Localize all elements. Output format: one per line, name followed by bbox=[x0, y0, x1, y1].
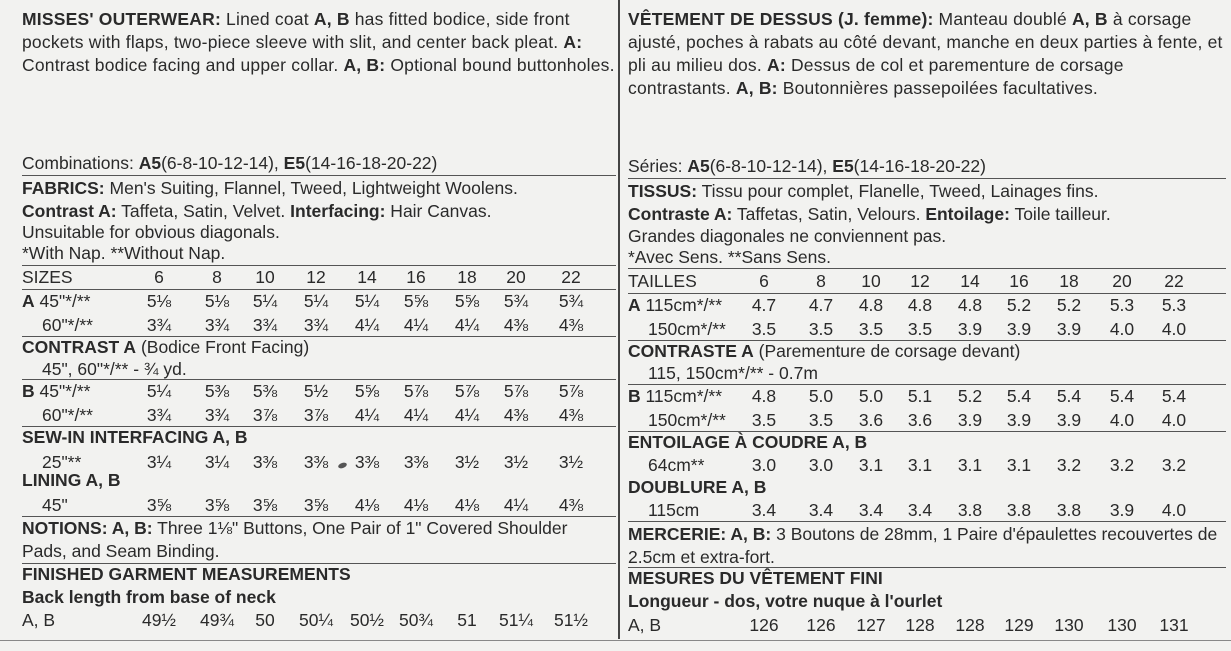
table-cell: 8 bbox=[816, 271, 826, 291]
table-cell: 3¼ bbox=[204, 452, 230, 472]
table-cell: 4.7 bbox=[808, 295, 834, 315]
table-cell: 3.2 bbox=[1056, 455, 1082, 475]
table-cell: 5.3 bbox=[1161, 295, 1187, 315]
table-cell: 3.4 bbox=[808, 500, 834, 520]
table-cell: 5.4 bbox=[1006, 386, 1032, 406]
table-cell: 5¾ bbox=[503, 291, 529, 311]
table-cell: 49¾ bbox=[199, 610, 235, 630]
table-cell: 6 bbox=[759, 271, 769, 291]
table-cell: 3.1 bbox=[858, 455, 884, 475]
table-cell: 4.8 bbox=[957, 295, 983, 315]
english-column bbox=[22, 0, 616, 651]
table-cell: 3¾ bbox=[252, 315, 278, 335]
table-cell: 3.4 bbox=[858, 500, 884, 520]
table-cell: 4⅜ bbox=[503, 315, 529, 335]
table-cell: 128 bbox=[955, 615, 985, 635]
rule bbox=[628, 178, 1226, 179]
table-cell: 5⅞ bbox=[403, 381, 429, 401]
fabrics: TISSUS: Tissu pour complet, Flanelle, Tweed, Lainages fins. bbox=[628, 181, 1099, 201]
table-cell: 3.1 bbox=[907, 455, 933, 475]
table-cell: 4⅛ bbox=[354, 495, 380, 515]
back-length-heading: Back length from base of neck bbox=[22, 587, 276, 607]
table-cell: 4¼ bbox=[454, 315, 480, 335]
row-label: A 115cm*/** bbox=[628, 295, 723, 315]
table-cell: 5¼ bbox=[146, 381, 172, 401]
table-cell: 8 bbox=[212, 267, 222, 287]
table-cell: 20 bbox=[1112, 271, 1132, 291]
b-45-row bbox=[22, 379, 616, 403]
unsuitable-note: Unsuitable for obvious diagonals. bbox=[22, 222, 280, 242]
table-cell: 3.5 bbox=[751, 319, 777, 339]
mesures-heading: MESURES DU VÊTEMENT FINI bbox=[628, 568, 883, 588]
table-cell: 4⅛ bbox=[403, 495, 429, 515]
table-cell: 4.0 bbox=[1161, 319, 1187, 339]
table-cell: 5⅝ bbox=[403, 291, 429, 311]
table-cell: 14 bbox=[357, 267, 377, 287]
table-cell: 3¾ bbox=[204, 405, 230, 425]
table-cell: 5.2 bbox=[1056, 295, 1082, 315]
back-length-row bbox=[22, 608, 616, 632]
table-cell: 4.0 bbox=[1161, 500, 1187, 520]
table-cell: 4⅜ bbox=[558, 315, 584, 335]
table-cell: 3¾ bbox=[303, 315, 329, 335]
b-150-row bbox=[628, 408, 1226, 432]
table-cell: 131 bbox=[1159, 615, 1189, 635]
table-cell: 5⅝ bbox=[454, 291, 480, 311]
table-cell: 3¾ bbox=[146, 315, 172, 335]
contraste-a-metrage: 115, 150cm*/** - 0.7m bbox=[648, 363, 818, 383]
table-cell: 4.0 bbox=[1109, 410, 1135, 430]
table-cell: 5.4 bbox=[1161, 386, 1187, 406]
table-cell: 3½ bbox=[454, 452, 480, 472]
table-cell: 10 bbox=[861, 271, 881, 291]
table-cell: 3.6 bbox=[858, 410, 884, 430]
table-cell: 5⅞ bbox=[558, 381, 584, 401]
table-cell: 3.0 bbox=[808, 455, 834, 475]
table-cell: 130 bbox=[1107, 615, 1137, 635]
description: VÊTEMENT DE DESSUS (J. femme): Manteau doublé A, B à corsage ajusté, poches à rabats au côté devant, manche en deux parties à fente, et pli au milieu dos. A: Dessus de col et parementure de corsage contrastants. A, B: Boutonnières passepoilées facultatives. bbox=[628, 9, 1223, 98]
table-cell: 130 bbox=[1054, 615, 1084, 635]
table-cell: 3.5 bbox=[751, 410, 777, 430]
table-cell: 5⅜ bbox=[252, 381, 278, 401]
table-cell: 3¾ bbox=[204, 315, 230, 335]
table-cell: 3⅜ bbox=[403, 452, 429, 472]
table-cell: 5.4 bbox=[1109, 386, 1135, 406]
combinations: Séries: A5(6-8-10-12-14), E5(14-16-18-20-22) bbox=[628, 156, 986, 176]
french-column bbox=[628, 0, 1226, 651]
table-cell: 4¼ bbox=[354, 405, 380, 425]
table-cell: 5.4 bbox=[1056, 386, 1082, 406]
table-cell: 3.9 bbox=[1056, 319, 1082, 339]
table-cell: 3.8 bbox=[1006, 500, 1032, 520]
table-cell: 4⅜ bbox=[558, 495, 584, 515]
row-label: 64cm** bbox=[648, 455, 705, 475]
table-cell: 5⅞ bbox=[454, 381, 480, 401]
table-cell: 4⅜ bbox=[558, 405, 584, 425]
contraste-a: CONTRASTE A (Parementure de corsage devant) bbox=[628, 341, 1021, 361]
table-cell: 50 bbox=[255, 610, 275, 630]
table-cell: 12 bbox=[910, 271, 930, 291]
table-cell: 126 bbox=[806, 615, 836, 635]
table-cell: 127 bbox=[856, 615, 886, 635]
table-cell: 3.1 bbox=[1006, 455, 1032, 475]
entoilage-heading: ENTOILAGE À COUDRE A, B bbox=[628, 432, 868, 452]
table-cell: 4¼ bbox=[354, 315, 380, 335]
table-cell: 50¼ bbox=[298, 610, 334, 630]
b-60-row bbox=[22, 403, 616, 427]
table-cell: 3⅞ bbox=[252, 405, 278, 425]
table-cell: 4.8 bbox=[751, 386, 777, 406]
doublure-115-row bbox=[628, 498, 1226, 522]
table-cell: 51½ bbox=[553, 610, 589, 630]
table-cell: 50¾ bbox=[398, 610, 434, 630]
table-cell: 5.2 bbox=[1006, 295, 1032, 315]
longueur-row bbox=[628, 613, 1226, 637]
table-cell: 12 bbox=[306, 267, 326, 287]
table-cell: 4.8 bbox=[858, 295, 884, 315]
table-cell: 5⅞ bbox=[503, 381, 529, 401]
table-cell: 3.1 bbox=[957, 455, 983, 475]
description: MISSES' OUTERWEAR: Lined coat A, B has fitted bodice, side front pockets with flaps, two-piece sleeve with slit, and center back pleat. A: Contrast bodice facing and upper collar. A, B: Optional bound buttonholes. bbox=[22, 9, 615, 75]
table-cell: 3.8 bbox=[957, 500, 983, 520]
table-cell: 50½ bbox=[349, 610, 385, 630]
table-cell: 14 bbox=[960, 271, 980, 291]
table-cell: 51 bbox=[457, 610, 477, 630]
table-cell: 3¼ bbox=[146, 452, 172, 472]
nap-note: *Avec Sens. **Sans Sens. bbox=[628, 247, 831, 267]
table-cell: 3½ bbox=[503, 452, 529, 472]
table-cell: 3.9 bbox=[957, 410, 983, 430]
b-115-row bbox=[628, 384, 1226, 408]
nap-note: *With Nap. **Without Nap. bbox=[22, 243, 226, 263]
table-cell: 6 bbox=[154, 267, 164, 287]
table-cell: 5.3 bbox=[1109, 295, 1135, 315]
row-label: A, B bbox=[628, 615, 662, 635]
table-cell: 18 bbox=[457, 267, 477, 287]
table-cell: 5¼ bbox=[252, 291, 278, 311]
contrast-interfacing: Contraste A: Taffetas, Satin, Velours. Entoilage: Toile tailleur. bbox=[628, 204, 1111, 224]
table-cell: 3⅝ bbox=[204, 495, 230, 515]
table-cell: 22 bbox=[561, 267, 581, 287]
doublure-heading: DOUBLURE A, B bbox=[628, 477, 767, 497]
table-cell: 3.5 bbox=[907, 319, 933, 339]
rule bbox=[22, 175, 616, 176]
table-cell: 3.9 bbox=[1109, 500, 1135, 520]
table-cell: 10 bbox=[255, 267, 275, 287]
sizes-row bbox=[628, 269, 1226, 293]
table-cell: 5¼ bbox=[354, 291, 380, 311]
table-cell: 4⅜ bbox=[503, 405, 529, 425]
table-cell: 4¼ bbox=[403, 315, 429, 335]
table-cell: 3.0 bbox=[751, 455, 777, 475]
table-cell: 3¾ bbox=[146, 405, 172, 425]
table-cell: 3⅜ bbox=[303, 452, 329, 472]
table-cell: 5½ bbox=[303, 381, 329, 401]
a-45-row bbox=[22, 289, 616, 313]
table-cell: 4¼ bbox=[503, 495, 529, 515]
table-cell: 5⅛ bbox=[204, 291, 230, 311]
finished-measurements-heading: FINISHED GARMENT MEASUREMENTS bbox=[22, 564, 351, 584]
row-label: A 45"*/** bbox=[22, 291, 91, 311]
table-cell: 51¼ bbox=[498, 610, 534, 630]
sizes-label: SIZES bbox=[22, 267, 73, 287]
table-cell: 5.1 bbox=[907, 386, 933, 406]
table-cell: 3.8 bbox=[1056, 500, 1082, 520]
table-cell: 5⅜ bbox=[204, 381, 230, 401]
table-cell: 3⅞ bbox=[303, 405, 329, 425]
table-cell: 16 bbox=[406, 267, 426, 287]
row-label: B 45"*/** bbox=[22, 381, 91, 401]
entoilage-64-row bbox=[628, 453, 1226, 477]
fabrics: FABRICS: Men's Suiting, Flannel, Tweed, Lightweight Woolens. bbox=[22, 178, 518, 198]
lining-45-row bbox=[22, 493, 616, 517]
table-cell: 3.5 bbox=[808, 319, 834, 339]
row-label: 45" bbox=[42, 495, 68, 515]
row-label: 60"*/** bbox=[42, 315, 93, 335]
table-cell: 3.9 bbox=[957, 319, 983, 339]
a-150-row bbox=[628, 317, 1226, 341]
table-cell: 3½ bbox=[558, 452, 584, 472]
table-cell: 49½ bbox=[141, 610, 177, 630]
longueur-heading: Longueur - dos, votre nuque à l'ourlet bbox=[628, 591, 943, 611]
table-cell: 3.2 bbox=[1161, 455, 1187, 475]
table-cell: 3.4 bbox=[907, 500, 933, 520]
table-cell: 22 bbox=[1164, 271, 1184, 291]
table-cell: 5.2 bbox=[957, 386, 983, 406]
table-cell: 18 bbox=[1059, 271, 1079, 291]
unsuitable-note: Grandes diagonales ne conviennent pas. bbox=[628, 226, 947, 246]
sew-in-interfacing-heading: SEW-IN INTERFACING A, B bbox=[22, 427, 248, 447]
table-cell: 3.9 bbox=[1056, 410, 1082, 430]
table-cell: 3.9 bbox=[1006, 319, 1032, 339]
table-cell: 5.0 bbox=[808, 386, 834, 406]
row-label: 115cm bbox=[648, 500, 700, 520]
table-cell: 5¾ bbox=[558, 291, 584, 311]
table-cell: 3⅜ bbox=[354, 452, 380, 472]
table-cell: 128 bbox=[905, 615, 935, 635]
table-cell: 5¼ bbox=[303, 291, 329, 311]
table-cell: 3.6 bbox=[907, 410, 933, 430]
rule bbox=[628, 521, 1226, 522]
sizes-row bbox=[22, 265, 616, 289]
table-cell: 4¼ bbox=[403, 405, 429, 425]
row-label: B 115cm*/** bbox=[628, 386, 723, 406]
table-cell: 16 bbox=[1009, 271, 1029, 291]
lining-heading: LINING A, B bbox=[22, 470, 121, 490]
table-cell: 4.0 bbox=[1161, 410, 1187, 430]
contrast-a-yardage: 45", 60"*/** - ¾ yd. bbox=[42, 359, 187, 379]
table-cell: 4.8 bbox=[907, 295, 933, 315]
table-cell: 3.9 bbox=[1006, 410, 1032, 430]
table-cell: 3⅝ bbox=[303, 495, 329, 515]
a-115-row bbox=[628, 293, 1226, 317]
row-label: 25"** bbox=[42, 452, 82, 472]
table-cell: 5.0 bbox=[858, 386, 884, 406]
table-cell: 3.4 bbox=[751, 500, 777, 520]
contrast-a: CONTRAST A (Bodice Front Facing) bbox=[22, 337, 310, 357]
table-cell: 126 bbox=[749, 615, 779, 635]
table-cell: 3⅝ bbox=[252, 495, 278, 515]
table-cell: 3⅝ bbox=[146, 495, 172, 515]
row-label: 150cm*/** bbox=[648, 319, 726, 339]
sizes-label: TAILLES bbox=[628, 271, 697, 291]
notions: NOTIONS: A, B: Three 1⅛" Buttons, One Pair of 1" Covered Shoulder Pads, and Seam Binding. bbox=[22, 518, 568, 561]
row-label: 150cm*/** bbox=[648, 410, 726, 430]
mercerie: MERCERIE: A, B: 3 Boutons de 28mm, 1 Paire d'épaulettes recouvertes de 2.5cm et extra-fort. bbox=[628, 524, 1218, 567]
table-cell: 20 bbox=[506, 267, 526, 287]
column-divider bbox=[618, 0, 620, 639]
table-cell: 3⅜ bbox=[252, 452, 278, 472]
table-cell: 4¼ bbox=[454, 405, 480, 425]
a-60-row bbox=[22, 313, 616, 337]
row-label: 60"*/** bbox=[42, 405, 93, 425]
table-cell: 129 bbox=[1004, 615, 1034, 635]
combinations: Combinations: A5(6-8-10-12-14), E5(14-16-18-20-22) bbox=[22, 153, 438, 173]
table-cell: 5⅝ bbox=[354, 381, 380, 401]
table-cell: 3.5 bbox=[808, 410, 834, 430]
row-label: A, B bbox=[22, 610, 56, 630]
table-cell: 4.0 bbox=[1109, 319, 1135, 339]
table-cell: 4⅛ bbox=[454, 495, 480, 515]
table-cell: 3.2 bbox=[1109, 455, 1135, 475]
table-cell: 5⅛ bbox=[146, 291, 172, 311]
table-cell: 4.7 bbox=[751, 295, 777, 315]
contrast-interfacing: Contrast A: Taffeta, Satin, Velvet. Interfacing: Hair Canvas. bbox=[22, 201, 492, 221]
table-cell: 3.5 bbox=[858, 319, 884, 339]
